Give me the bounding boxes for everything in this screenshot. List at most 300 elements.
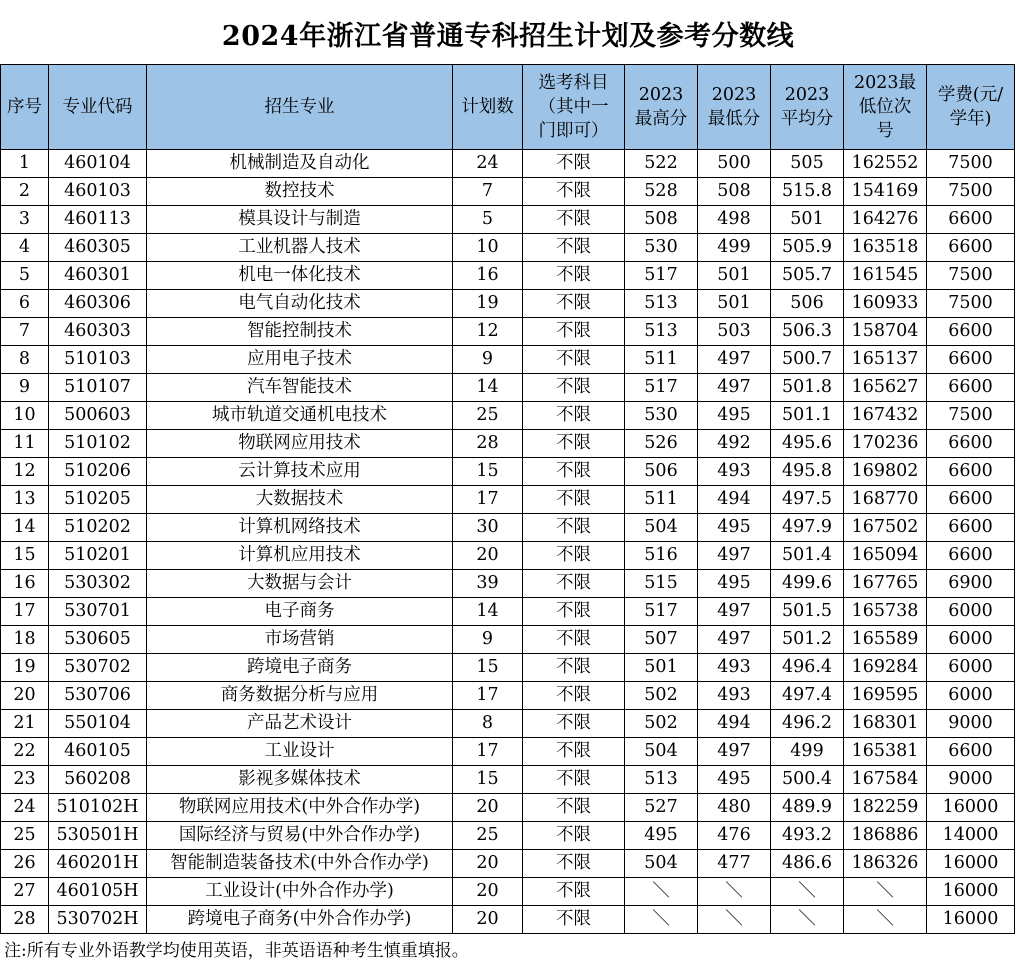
subject-requirement-cell: 不限 bbox=[523, 878, 625, 906]
avg-score-cell: 500.7 bbox=[771, 346, 844, 374]
max-score-cell: 517 bbox=[625, 374, 698, 402]
plan-count-cell: 15 bbox=[453, 766, 523, 794]
max-score-cell: 511 bbox=[625, 346, 698, 374]
min-rank-cell: 165094 bbox=[844, 542, 927, 570]
plan-count-cell: 15 bbox=[453, 654, 523, 682]
table-row bbox=[1, 430, 1015, 458]
subject-requirement-cell: 不限 bbox=[523, 906, 625, 934]
subject-requirement-cell: 不限 bbox=[523, 262, 625, 290]
avg-score-cell: 496.4 bbox=[771, 654, 844, 682]
table-row bbox=[1, 374, 1015, 402]
major-code-cell: 460305 bbox=[49, 234, 147, 262]
max-score-cell: 513 bbox=[625, 318, 698, 346]
table-row bbox=[1, 682, 1015, 710]
min-rank-cell: 186326 bbox=[844, 850, 927, 878]
table-row bbox=[1, 486, 1015, 514]
avg-score-cell: 497.5 bbox=[771, 486, 844, 514]
min-score-cell: ＼ bbox=[698, 906, 771, 934]
major-code-cell: 530302 bbox=[49, 570, 147, 598]
subject-requirement-cell: 不限 bbox=[523, 346, 625, 374]
avg-score-cell: 500.4 bbox=[771, 766, 844, 794]
min-score-cell: 497 bbox=[698, 626, 771, 654]
avg-score-cell: 497.4 bbox=[771, 682, 844, 710]
major-name-cell: 计算机应用技术 bbox=[147, 542, 453, 570]
max-score-cell: ＼ bbox=[625, 878, 698, 906]
header-line: 计划数 bbox=[461, 97, 514, 117]
major-name-cell: 影视多媒体技术 bbox=[147, 766, 453, 794]
min-rank-cell: 167584 bbox=[844, 766, 927, 794]
major-name-cell: 物联网应用技术(中外合作办学) bbox=[147, 794, 453, 822]
subject-requirement-cell: 不限 bbox=[523, 458, 625, 486]
plan-count-cell: 5 bbox=[453, 206, 523, 234]
table-row bbox=[1, 738, 1015, 766]
table-row bbox=[1, 654, 1015, 682]
min-score-cell: 497 bbox=[698, 542, 771, 570]
major-code-cell: 460301 bbox=[49, 262, 147, 290]
plan-count-cell: 20 bbox=[453, 906, 523, 934]
index-cell: 5 bbox=[1, 262, 49, 290]
tuition-cell: 7500 bbox=[927, 402, 1015, 430]
plan-count-cell: 9 bbox=[453, 626, 523, 654]
major-name-cell: 工业设计(中外合作办学) bbox=[147, 878, 453, 906]
header-line: （其中一 bbox=[538, 97, 609, 117]
tuition-cell: 6600 bbox=[927, 206, 1015, 234]
major-code-cell: 460105H bbox=[49, 878, 147, 906]
table-row bbox=[1, 290, 1015, 318]
header-line: 2023最 bbox=[853, 73, 917, 93]
avg-score-cell: 499.6 bbox=[771, 570, 844, 598]
plan-count-cell: 28 bbox=[453, 430, 523, 458]
avg-score-cell: 501.2 bbox=[771, 626, 844, 654]
table-row bbox=[1, 850, 1015, 878]
subject-requirement-cell: 不限 bbox=[523, 682, 625, 710]
tuition-cell: 7500 bbox=[927, 290, 1015, 318]
max-score-cell: 501 bbox=[625, 654, 698, 682]
major-code-cell: 460306 bbox=[49, 290, 147, 318]
header-line: 专业代码 bbox=[62, 97, 133, 117]
major-code-cell: 510102 bbox=[49, 430, 147, 458]
tuition-cell: 7500 bbox=[927, 150, 1015, 178]
major-code-cell: 460103 bbox=[49, 178, 147, 206]
subject-requirement-cell: 不限 bbox=[523, 150, 625, 178]
max-score-cell: 517 bbox=[625, 598, 698, 626]
index-cell: 8 bbox=[1, 346, 49, 374]
min-rank-cell: 167765 bbox=[844, 570, 927, 598]
avg-score-cell: 505 bbox=[771, 150, 844, 178]
min-rank-cell: 182259 bbox=[844, 794, 927, 822]
tuition-cell: 16000 bbox=[927, 850, 1015, 878]
major-name-cell: 机械制造及自动化 bbox=[147, 150, 453, 178]
max-score-cell: 517 bbox=[625, 262, 698, 290]
min-score-cell: 494 bbox=[698, 486, 771, 514]
subject-requirement-cell: 不限 bbox=[523, 178, 625, 206]
tuition-cell: 16000 bbox=[927, 794, 1015, 822]
index-cell: 6 bbox=[1, 290, 49, 318]
min-score-cell: 493 bbox=[698, 682, 771, 710]
min-rank-cell: 164276 bbox=[844, 206, 927, 234]
tuition-cell: 6600 bbox=[927, 458, 1015, 486]
min-rank-cell: 170236 bbox=[844, 430, 927, 458]
index-cell: 17 bbox=[1, 598, 49, 626]
major-name-cell: 物联网应用技术 bbox=[147, 430, 453, 458]
tuition-cell: 6600 bbox=[927, 374, 1015, 402]
table-body bbox=[1, 150, 1015, 934]
plan-count-cell: 25 bbox=[453, 402, 523, 430]
major-code-cell: 460113 bbox=[49, 206, 147, 234]
subject-requirement-cell: 不限 bbox=[523, 598, 625, 626]
plan-count-cell: 9 bbox=[453, 346, 523, 374]
max-score-cell: 526 bbox=[625, 430, 698, 458]
min-score-cell: 493 bbox=[698, 458, 771, 486]
min-score-cell: 495 bbox=[698, 402, 771, 430]
major-name-cell: 机电一体化技术 bbox=[147, 262, 453, 290]
index-cell: 12 bbox=[1, 458, 49, 486]
index-cell: 26 bbox=[1, 850, 49, 878]
index-cell: 2 bbox=[1, 178, 49, 206]
plan-count-cell: 39 bbox=[453, 570, 523, 598]
major-name-cell: 模具设计与制造 bbox=[147, 206, 453, 234]
min-score-cell: 476 bbox=[698, 822, 771, 850]
major-code-cell: 460201H bbox=[49, 850, 147, 878]
plan-count-cell: 20 bbox=[453, 878, 523, 906]
major-code-cell: 510206 bbox=[49, 458, 147, 486]
plan-count-cell: 17 bbox=[453, 682, 523, 710]
min-score-cell: 508 bbox=[698, 178, 771, 206]
subject-requirement-cell: 不限 bbox=[523, 542, 625, 570]
min-score-cell: 493 bbox=[698, 654, 771, 682]
major-name-cell: 智能控制技术 bbox=[147, 318, 453, 346]
max-score-cell: 506 bbox=[625, 458, 698, 486]
header-line: 学费(元/ bbox=[937, 85, 1004, 105]
plan-count-cell: 19 bbox=[453, 290, 523, 318]
max-score-cell: 504 bbox=[625, 850, 698, 878]
tuition-cell: 16000 bbox=[927, 906, 1015, 934]
table-row bbox=[1, 598, 1015, 626]
avg-score-cell: 499 bbox=[771, 738, 844, 766]
avg-score-cell: 495.6 bbox=[771, 430, 844, 458]
min-score-cell: 497 bbox=[698, 374, 771, 402]
min-rank-cell: ＼ bbox=[844, 906, 927, 934]
plan-count-cell: 17 bbox=[453, 486, 523, 514]
major-name-cell: 产品艺术设计 bbox=[147, 710, 453, 738]
plan-count-cell: 15 bbox=[453, 458, 523, 486]
header-line: 招生专业 bbox=[264, 97, 335, 117]
subject-requirement-cell: 不限 bbox=[523, 570, 625, 598]
min-rank-cell: 158704 bbox=[844, 318, 927, 346]
major-code-cell: 510102H bbox=[49, 794, 147, 822]
index-cell: 14 bbox=[1, 514, 49, 542]
header-line: 平均分 bbox=[780, 109, 834, 129]
min-score-cell: 499 bbox=[698, 234, 771, 262]
tuition-cell: 6900 bbox=[927, 570, 1015, 598]
table-row bbox=[1, 906, 1015, 934]
subject-requirement-cell: 不限 bbox=[523, 486, 625, 514]
table-row bbox=[1, 514, 1015, 542]
subject-requirement-cell: 不限 bbox=[523, 710, 625, 738]
min-score-cell: 501 bbox=[698, 262, 771, 290]
major-name-cell: 智能制造装备技术(中外合作办学) bbox=[147, 850, 453, 878]
tuition-cell: 16000 bbox=[927, 878, 1015, 906]
subject-requirement-cell: 不限 bbox=[523, 402, 625, 430]
min-score-cell: 480 bbox=[698, 794, 771, 822]
major-name-cell: 计算机网络技术 bbox=[147, 514, 453, 542]
index-cell: 11 bbox=[1, 430, 49, 458]
subject-requirement-cell: 不限 bbox=[523, 234, 625, 262]
max-score-cell: 502 bbox=[625, 710, 698, 738]
index-cell: 21 bbox=[1, 710, 49, 738]
major-name-cell: 跨境电子商务 bbox=[147, 654, 453, 682]
tuition-cell: 6600 bbox=[927, 234, 1015, 262]
tuition-cell: 6600 bbox=[927, 486, 1015, 514]
avg-score-cell: ＼ bbox=[771, 878, 844, 906]
max-score-cell: 515 bbox=[625, 570, 698, 598]
major-name-cell: 工业设计 bbox=[147, 738, 453, 766]
avg-score-cell: 489.9 bbox=[771, 794, 844, 822]
min-rank-cell: 161545 bbox=[844, 262, 927, 290]
header-line: 选考科目 bbox=[538, 73, 609, 93]
header-line: 序号 bbox=[7, 97, 42, 117]
tuition-cell: 6600 bbox=[927, 738, 1015, 766]
major-name-cell: 数控技术 bbox=[147, 178, 453, 206]
header-major-code bbox=[49, 65, 147, 150]
tuition-cell: 6600 bbox=[927, 542, 1015, 570]
min-rank-cell: 168770 bbox=[844, 486, 927, 514]
max-score-cell: 508 bbox=[625, 206, 698, 234]
max-score-cell: 504 bbox=[625, 738, 698, 766]
plan-count-cell: 8 bbox=[453, 710, 523, 738]
major-code-cell: 530701 bbox=[49, 598, 147, 626]
header-plan-count bbox=[453, 65, 523, 150]
tuition-cell: 6000 bbox=[927, 598, 1015, 626]
min-score-cell: 497 bbox=[698, 738, 771, 766]
subject-requirement-cell: 不限 bbox=[523, 290, 625, 318]
tuition-cell: 6000 bbox=[927, 682, 1015, 710]
avg-score-cell: 486.6 bbox=[771, 850, 844, 878]
major-code-cell: 510202 bbox=[49, 514, 147, 542]
table-row bbox=[1, 458, 1015, 486]
table-row bbox=[1, 822, 1015, 850]
min-rank-cell: 167432 bbox=[844, 402, 927, 430]
header-subject-requirement bbox=[523, 65, 625, 150]
table-row bbox=[1, 766, 1015, 794]
table-row bbox=[1, 542, 1015, 570]
table-row bbox=[1, 234, 1015, 262]
subject-requirement-cell: 不限 bbox=[523, 514, 625, 542]
min-score-cell: 501 bbox=[698, 290, 771, 318]
avg-score-cell: 501.4 bbox=[771, 542, 844, 570]
max-score-cell: 527 bbox=[625, 794, 698, 822]
avg-score-cell: 506.3 bbox=[771, 318, 844, 346]
plan-count-cell: 16 bbox=[453, 262, 523, 290]
plan-count-cell: 30 bbox=[453, 514, 523, 542]
plan-count-cell: 25 bbox=[453, 822, 523, 850]
min-rank-cell: 167502 bbox=[844, 514, 927, 542]
major-code-cell: 510107 bbox=[49, 374, 147, 402]
min-rank-cell: 165738 bbox=[844, 598, 927, 626]
header-line: 最低分 bbox=[707, 109, 761, 129]
table-row bbox=[1, 626, 1015, 654]
tuition-cell: 9000 bbox=[927, 766, 1015, 794]
header-index bbox=[1, 65, 49, 150]
tuition-cell: 6600 bbox=[927, 514, 1015, 542]
avg-score-cell: 495.8 bbox=[771, 458, 844, 486]
index-cell: 22 bbox=[1, 738, 49, 766]
major-code-cell: 530605 bbox=[49, 626, 147, 654]
min-score-cell: 477 bbox=[698, 850, 771, 878]
major-code-cell: 510201 bbox=[49, 542, 147, 570]
header-min-rank-2023 bbox=[844, 65, 927, 150]
index-cell: 4 bbox=[1, 234, 49, 262]
table-row bbox=[1, 346, 1015, 374]
min-score-cell: 495 bbox=[698, 514, 771, 542]
major-name-cell: 云计算技术应用 bbox=[147, 458, 453, 486]
index-cell: 9 bbox=[1, 374, 49, 402]
index-cell: 13 bbox=[1, 486, 49, 514]
max-score-cell: 528 bbox=[625, 178, 698, 206]
min-score-cell: 494 bbox=[698, 710, 771, 738]
min-rank-cell: 154169 bbox=[844, 178, 927, 206]
page-title: 2024年浙江省普通专科招生计划及参考分数线 bbox=[221, 20, 795, 52]
avg-score-cell: 501 bbox=[771, 206, 844, 234]
table-row bbox=[1, 402, 1015, 430]
table-row bbox=[1, 178, 1015, 206]
min-score-cell: 495 bbox=[698, 766, 771, 794]
min-rank-cell: 186886 bbox=[844, 822, 927, 850]
subject-requirement-cell: 不限 bbox=[523, 794, 625, 822]
max-score-cell: 495 bbox=[625, 822, 698, 850]
major-name-cell: 汽车智能技术 bbox=[147, 374, 453, 402]
avg-score-cell: 501.5 bbox=[771, 598, 844, 626]
major-name-cell: 跨境电子商务(中外合作办学) bbox=[147, 906, 453, 934]
index-cell: 1 bbox=[1, 150, 49, 178]
avg-score-cell: ＼ bbox=[771, 906, 844, 934]
plan-count-cell: 7 bbox=[453, 178, 523, 206]
major-code-cell: 510103 bbox=[49, 346, 147, 374]
table-row bbox=[1, 150, 1015, 178]
major-code-cell: 550104 bbox=[49, 710, 147, 738]
tuition-cell: 14000 bbox=[927, 822, 1015, 850]
subject-requirement-cell: 不限 bbox=[523, 822, 625, 850]
max-score-cell: 530 bbox=[625, 402, 698, 430]
min-rank-cell: 169802 bbox=[844, 458, 927, 486]
index-cell: 25 bbox=[1, 822, 49, 850]
header-line: 2023 bbox=[711, 85, 757, 105]
tuition-cell: 9000 bbox=[927, 710, 1015, 738]
max-score-cell: 511 bbox=[625, 486, 698, 514]
avg-score-cell: 496.2 bbox=[771, 710, 844, 738]
avg-score-cell: 506 bbox=[771, 290, 844, 318]
header-max-score-2023 bbox=[625, 65, 698, 150]
min-rank-cell: 169595 bbox=[844, 682, 927, 710]
subject-requirement-cell: 不限 bbox=[523, 206, 625, 234]
subject-requirement-cell: 不限 bbox=[523, 766, 625, 794]
avg-score-cell: 505.7 bbox=[771, 262, 844, 290]
min-rank-cell: 165137 bbox=[844, 346, 927, 374]
header-line: 低位次 bbox=[858, 97, 912, 117]
max-score-cell: ＼ bbox=[625, 906, 698, 934]
major-name-cell: 市场营销 bbox=[147, 626, 453, 654]
tuition-cell: 6000 bbox=[927, 654, 1015, 682]
index-cell: 23 bbox=[1, 766, 49, 794]
max-score-cell: 516 bbox=[625, 542, 698, 570]
plan-count-cell: 12 bbox=[453, 318, 523, 346]
plan-count-cell: 17 bbox=[453, 738, 523, 766]
plan-count-cell: 20 bbox=[453, 542, 523, 570]
min-rank-cell: 160933 bbox=[844, 290, 927, 318]
tuition-cell: 7500 bbox=[927, 262, 1015, 290]
table-row bbox=[1, 878, 1015, 906]
major-code-cell: 530501H bbox=[49, 822, 147, 850]
avg-score-cell: 505.9 bbox=[771, 234, 844, 262]
min-score-cell: 492 bbox=[698, 430, 771, 458]
index-cell: 24 bbox=[1, 794, 49, 822]
header-line: 号 bbox=[876, 121, 894, 141]
avg-score-cell: 515.8 bbox=[771, 178, 844, 206]
header-line: 学年) bbox=[949, 109, 992, 129]
major-name-cell: 商务数据分析与应用 bbox=[147, 682, 453, 710]
enrollment-plan-table bbox=[0, 64, 1015, 934]
index-cell: 18 bbox=[1, 626, 49, 654]
min-rank-cell: 169284 bbox=[844, 654, 927, 682]
min-rank-cell: 163518 bbox=[844, 234, 927, 262]
plan-count-cell: 14 bbox=[453, 374, 523, 402]
header-line: 2023 bbox=[638, 85, 684, 105]
max-score-cell: 522 bbox=[625, 150, 698, 178]
avg-score-cell: 501.1 bbox=[771, 402, 844, 430]
major-code-cell: 460105 bbox=[49, 738, 147, 766]
tuition-cell: 6000 bbox=[927, 626, 1015, 654]
major-code-cell: 530702 bbox=[49, 654, 147, 682]
major-name-cell: 电子商务 bbox=[147, 598, 453, 626]
major-code-cell: 460303 bbox=[49, 318, 147, 346]
index-cell: 19 bbox=[1, 654, 49, 682]
index-cell: 15 bbox=[1, 542, 49, 570]
max-score-cell: 513 bbox=[625, 290, 698, 318]
major-code-cell: 510205 bbox=[49, 486, 147, 514]
table-row bbox=[1, 710, 1015, 738]
subject-requirement-cell: 不限 bbox=[523, 374, 625, 402]
min-rank-cell: 168301 bbox=[844, 710, 927, 738]
max-score-cell: 502 bbox=[625, 682, 698, 710]
tuition-cell: 6600 bbox=[927, 430, 1015, 458]
header-tuition bbox=[927, 65, 1015, 150]
major-code-cell: 530706 bbox=[49, 682, 147, 710]
avg-score-cell: 497.9 bbox=[771, 514, 844, 542]
table-row bbox=[1, 206, 1015, 234]
avg-score-cell: 493.2 bbox=[771, 822, 844, 850]
header-line: 最高分 bbox=[634, 109, 688, 129]
header-major-name bbox=[147, 65, 453, 150]
subject-requirement-cell: 不限 bbox=[523, 430, 625, 458]
min-score-cell: 497 bbox=[698, 346, 771, 374]
header-line: 门即可） bbox=[538, 121, 609, 141]
tuition-cell: 6600 bbox=[927, 318, 1015, 346]
major-code-cell: 500603 bbox=[49, 402, 147, 430]
avg-score-cell: 501.8 bbox=[771, 374, 844, 402]
major-name-cell: 城市轨道交通机电技术 bbox=[147, 402, 453, 430]
footnote: 注:所有专业外语教学均使用英语，非英语语种考生慎重填报。 bbox=[4, 941, 469, 961]
min-score-cell: 498 bbox=[698, 206, 771, 234]
tuition-cell: 7500 bbox=[927, 178, 1015, 206]
subject-requirement-cell: 不限 bbox=[523, 626, 625, 654]
table-row bbox=[1, 794, 1015, 822]
min-rank-cell: ＼ bbox=[844, 878, 927, 906]
major-name-cell: 国际经济与贸易(中外合作办学) bbox=[147, 822, 453, 850]
major-code-cell: 460104 bbox=[49, 150, 147, 178]
header-line: 2023 bbox=[784, 85, 830, 105]
plan-count-cell: 24 bbox=[453, 150, 523, 178]
max-score-cell: 504 bbox=[625, 514, 698, 542]
